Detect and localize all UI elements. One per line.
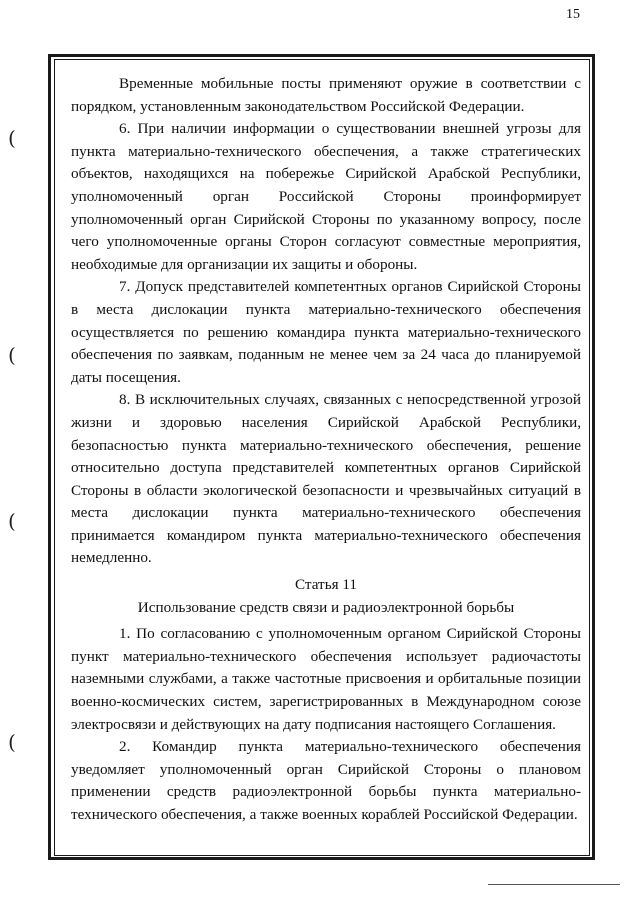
article-number: Статья 11 — [294, 576, 358, 594]
margin-bracket-mark: ( — [8, 730, 16, 754]
paragraph-item-8: 8. В исключительных случаях, связанных с непосредственной угрозой жизни и здоровью населения Сирийской Арабской Республики, безопасностью пункта материально-технического обеспечения, решение относительно доступа представителей компетентных органов Сирийской Стороны в области экологической безопасности и чрезвычайных ситуаций в места дислокации пункта материально-технического обеспечения принимается командиром пункта материально-технического обеспечения немедленно. — [71, 391, 581, 567]
margin-bracket-mark: ( — [8, 509, 16, 533]
article-title: Использование средств связи и радиоэлектронной борьбы — [137, 598, 515, 616]
article-paragraph-2: 2. Командир пункта материально-технического обеспечения уведомляет уполномоченный орган Сирийской Стороны о плановом применении средств радиоэлектронной борьбы пункта материально-технического обеспечения, а также военных кораблей Российской Федерации. — [71, 738, 581, 823]
margin-bracket-mark: ( — [8, 343, 16, 367]
margin-bracket-mark: ( — [8, 126, 16, 150]
page-number: 15 — [566, 7, 580, 22]
article-paragraph-1: 1. По согласованию с уполномоченным органом Сирийской Стороны пункт материально-технического обеспечения использует радиочастоты наземными службами, а также частотные присвоения и орбитальные позиции военно-космических систем, зарегистрированных в Международном союзе электросвязи и действующих на дату подписания настоящего Соглашения. — [71, 625, 581, 733]
bottom-rule-divider — [488, 884, 620, 885]
paragraph-mobile-posts: Временные мобильные посты применяют оружие в соответствии с порядком, установленным законодательством Российской Федерации. — [71, 75, 581, 115]
paragraph-item-7: 7. Допуск представителей компетентных органов Сирийской Стороны в места дислокации пункта материально-технического обеспечения осуществляется по решению командира пункта материально-технического обеспечения по заявкам, поданным не менее чем за 24 часа до планируемой даты посещения. — [71, 278, 581, 386]
document-body — [71, 73, 581, 827]
paragraph-item-6: 6. При наличии информации о существовании внешней угрозы для пункта материально-технического обеспечения, а также стратегических объектов, находящихся на побережье Сирийской Арабской Республики, уполномоченный орган Российской Стороны проинформирует уполномоченный орган Сирийской Стороны по указанному вопросу, после чего уполномоченные органы Сторон согласуют совместные мероприятия, необходимые для организации их защиты и обороны. — [71, 120, 581, 273]
